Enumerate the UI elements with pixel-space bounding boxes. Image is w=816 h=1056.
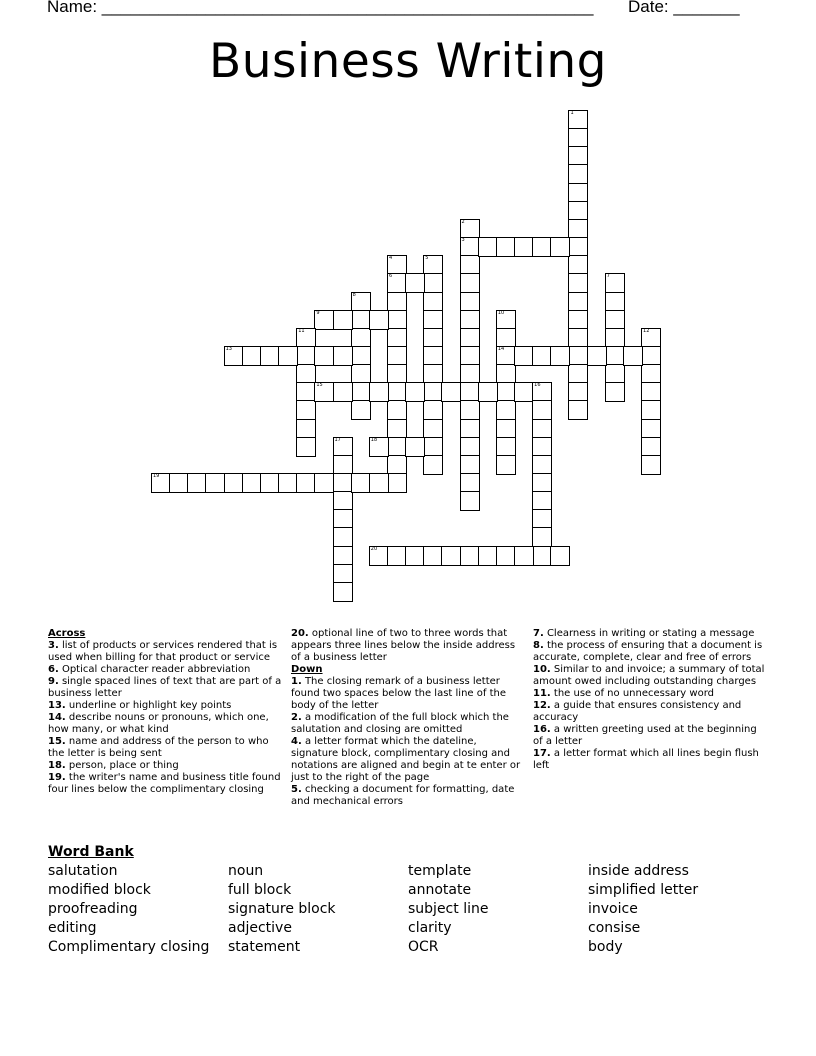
crossword-cell[interactable] bbox=[568, 273, 588, 293]
crossword-cell[interactable] bbox=[387, 273, 407, 293]
crossword-cell[interactable] bbox=[478, 382, 498, 402]
clue-text: checking a document for formatting, date and mechanical errors bbox=[291, 784, 515, 807]
crossword-cell[interactable] bbox=[605, 310, 625, 330]
crossword-cell[interactable] bbox=[333, 455, 353, 475]
crossword-cell[interactable] bbox=[387, 255, 407, 275]
crossword-cell[interactable] bbox=[405, 437, 425, 457]
crossword-cell[interactable] bbox=[496, 419, 516, 439]
clue-number: 10 bbox=[497, 309, 505, 316]
clue-text: single spaced lines of text that are part of a business letter bbox=[48, 676, 282, 699]
crossword-cell[interactable] bbox=[532, 473, 552, 493]
clue-number: 8 bbox=[352, 291, 356, 298]
clue-number-label: 6. bbox=[48, 664, 59, 675]
crossword-cell[interactable] bbox=[532, 491, 552, 511]
crossword-cell[interactable] bbox=[568, 328, 588, 348]
crossword-cell[interactable] bbox=[568, 164, 588, 184]
crossword-cell[interactable] bbox=[369, 473, 389, 493]
clue-item bbox=[48, 700, 284, 712]
clue-number-label: 9. bbox=[48, 676, 59, 687]
clue-number-label: 14. bbox=[48, 712, 66, 723]
crossword-cell[interactable] bbox=[496, 310, 516, 330]
crossword-cell[interactable] bbox=[641, 382, 661, 402]
clue-text: Similar to and invoice; a summary of total amount owed including outstanding charges bbox=[533, 664, 765, 687]
clue-number-label: 11. bbox=[533, 688, 551, 699]
crossword-cell[interactable] bbox=[387, 364, 407, 384]
word-bank-item: inside address bbox=[588, 863, 689, 879]
crossword-cell[interactable] bbox=[641, 400, 661, 420]
clue-item bbox=[48, 712, 284, 736]
crossword-cell[interactable] bbox=[387, 455, 407, 475]
word-bank-item: subject line bbox=[408, 901, 489, 917]
clues-column-3 bbox=[533, 628, 767, 772]
crossword-cell[interactable] bbox=[478, 546, 498, 566]
crossword-cell[interactable] bbox=[605, 328, 625, 348]
crossword-cell[interactable] bbox=[423, 255, 443, 275]
across-heading: Across bbox=[48, 628, 86, 639]
word-bank-column-1 bbox=[48, 862, 209, 957]
crossword-cell[interactable] bbox=[387, 400, 407, 420]
crossword-cell[interactable] bbox=[460, 419, 480, 439]
crossword-cell[interactable] bbox=[532, 527, 552, 547]
word-bank-heading: Word Bank bbox=[48, 844, 134, 860]
crossword-cell[interactable] bbox=[387, 546, 407, 566]
crossword-cell[interactable] bbox=[278, 346, 298, 366]
crossword-cell[interactable] bbox=[496, 400, 516, 420]
clue-number-label: 1. bbox=[291, 676, 302, 687]
word-bank-item: modified block bbox=[48, 882, 151, 898]
crossword-cell[interactable] bbox=[351, 328, 371, 348]
word-bank-item: statement bbox=[228, 939, 301, 955]
word-bank-column-3 bbox=[408, 862, 488, 957]
word-bank-item: editing bbox=[48, 920, 97, 936]
crossword-cell[interactable] bbox=[314, 473, 334, 493]
word-bank-item: annotate bbox=[408, 882, 472, 898]
crossword-cell[interactable] bbox=[532, 237, 552, 257]
down-clue-list-continued bbox=[533, 628, 767, 772]
clue-number: 11 bbox=[298, 327, 305, 334]
crossword-cell[interactable] bbox=[496, 346, 516, 366]
crossword-cell[interactable] bbox=[568, 146, 588, 166]
crossword-cell[interactable] bbox=[496, 382, 516, 402]
crossword-cell[interactable] bbox=[532, 346, 552, 366]
crossword-cell[interactable] bbox=[568, 219, 588, 239]
crossword-cell[interactable] bbox=[387, 328, 407, 348]
clue-number: 5 bbox=[425, 255, 429, 262]
crossword-cell[interactable] bbox=[224, 473, 244, 493]
crossword-cell[interactable] bbox=[333, 491, 353, 511]
crossword-cell[interactable] bbox=[423, 382, 443, 402]
clue-number: 1 bbox=[570, 110, 574, 116]
crossword-cell[interactable] bbox=[205, 473, 225, 493]
crossword-cell[interactable] bbox=[387, 437, 407, 457]
clue-item bbox=[533, 688, 767, 700]
crossword-cell[interactable] bbox=[568, 400, 588, 420]
crossword-cell[interactable] bbox=[333, 437, 353, 457]
crossword-cell[interactable] bbox=[460, 273, 480, 293]
word-bank-item: proofreading bbox=[48, 901, 138, 917]
date-field-label[interactable]: Date: _______ bbox=[628, 0, 740, 16]
crossword-cell[interactable] bbox=[641, 455, 661, 475]
crossword-cell[interactable] bbox=[550, 546, 570, 566]
clue-item bbox=[48, 736, 284, 760]
crossword-cell[interactable] bbox=[441, 546, 461, 566]
clue-item bbox=[533, 640, 767, 664]
crossword-cell[interactable] bbox=[333, 546, 353, 566]
crossword-cell[interactable] bbox=[496, 546, 516, 566]
crossword-cell[interactable] bbox=[423, 455, 443, 475]
crossword-cell[interactable] bbox=[568, 183, 588, 203]
crossword-cell[interactable] bbox=[568, 292, 588, 312]
clue-text: the writer's name and business title found four lines below the complimentary closing bbox=[48, 772, 281, 795]
crossword-cell[interactable] bbox=[532, 509, 552, 529]
word-bank-item: salutation bbox=[48, 863, 118, 879]
crossword-cell[interactable] bbox=[387, 346, 407, 366]
crossword-cell[interactable] bbox=[405, 382, 425, 402]
crossword-cell[interactable] bbox=[605, 273, 625, 293]
crossword-cell[interactable] bbox=[369, 382, 389, 402]
clue-text: The closing remark of a business letter found two spaces below the last line of the body of the letter bbox=[291, 676, 506, 711]
word-bank-item: Complimentary closing bbox=[48, 939, 210, 955]
crossword-cell[interactable] bbox=[405, 273, 425, 293]
clue-number: 12 bbox=[643, 327, 650, 334]
crossword-cell[interactable] bbox=[568, 255, 588, 275]
word-bank-item: noun bbox=[228, 863, 264, 879]
crossword-cell[interactable] bbox=[460, 546, 480, 566]
clue-text: describe nouns or pronouns, which one, how many, or what kind bbox=[48, 712, 269, 735]
clue-item bbox=[533, 724, 767, 748]
crossword-cell[interactable] bbox=[605, 364, 625, 384]
crossword-cell[interactable] bbox=[314, 310, 334, 330]
crossword-cell[interactable] bbox=[460, 382, 480, 402]
crossword-cell[interactable] bbox=[478, 237, 498, 257]
crossword-cell[interactable] bbox=[224, 346, 244, 366]
crossword-cell[interactable] bbox=[242, 346, 262, 366]
crossword-cell[interactable] bbox=[423, 346, 443, 366]
crossword-cell[interactable] bbox=[369, 546, 389, 566]
crossword-cell[interactable] bbox=[387, 310, 407, 330]
crossword-cell[interactable] bbox=[460, 400, 480, 420]
crossword-cell[interactable] bbox=[296, 346, 316, 366]
clue-number: 7 bbox=[606, 273, 610, 280]
clue-number: 20 bbox=[370, 545, 378, 552]
word-bank-item: consise bbox=[588, 920, 641, 936]
crossword-cell[interactable] bbox=[351, 473, 371, 493]
crossword-cell[interactable] bbox=[605, 292, 625, 312]
clue-number: 3 bbox=[461, 237, 465, 244]
crossword-cell[interactable] bbox=[387, 419, 407, 439]
clue-item bbox=[48, 676, 284, 700]
crossword-cell[interactable] bbox=[532, 455, 552, 475]
crossword-cell[interactable] bbox=[333, 310, 353, 330]
clue-number: 18 bbox=[370, 436, 378, 443]
clue-text: a letter format which the dateline, signature block, complimentary closing and notations are aligned and begin at te enter or just to the right of the page bbox=[291, 736, 521, 783]
clue-item bbox=[291, 736, 525, 784]
crossword-cell[interactable] bbox=[169, 473, 189, 493]
clue-text: a written greeting used at the beginning of a letter bbox=[533, 724, 757, 747]
crossword-cell[interactable] bbox=[423, 273, 443, 293]
crossword-cell[interactable] bbox=[423, 419, 443, 439]
crossword-cell[interactable] bbox=[296, 328, 316, 348]
crossword-cell[interactable] bbox=[333, 346, 353, 366]
crossword-cell[interactable] bbox=[369, 437, 389, 457]
crossword-cell[interactable] bbox=[351, 382, 371, 402]
crossword-cell[interactable] bbox=[514, 237, 534, 257]
crossword-cell[interactable] bbox=[423, 400, 443, 420]
crossword-cell[interactable] bbox=[568, 237, 588, 257]
crossword-cell[interactable] bbox=[605, 382, 625, 402]
clue-number-label: 7. bbox=[533, 628, 544, 639]
crossword-cell[interactable] bbox=[568, 346, 588, 366]
clue-text: a letter format which all lines begin flush left bbox=[533, 748, 759, 771]
crossword-cell[interactable] bbox=[333, 564, 353, 584]
crossword-cell[interactable] bbox=[351, 310, 371, 330]
crossword-cell[interactable] bbox=[423, 437, 443, 457]
crossword-cell[interactable] bbox=[532, 419, 552, 439]
clue-text: optional line of two to three words that appears three lines below the inside address of a business letter bbox=[291, 628, 516, 663]
crossword-cell[interactable] bbox=[387, 292, 407, 312]
crossword-cell[interactable] bbox=[242, 473, 262, 493]
crossword-cell[interactable] bbox=[514, 546, 534, 566]
crossword-cell[interactable] bbox=[532, 437, 552, 457]
crossword-cell[interactable] bbox=[387, 473, 407, 493]
crossword-cell[interactable] bbox=[423, 364, 443, 384]
clue-item bbox=[291, 628, 525, 664]
crossword-cell[interactable] bbox=[641, 437, 661, 457]
clue-number: 14 bbox=[497, 345, 505, 352]
crossword-cell[interactable] bbox=[423, 328, 443, 348]
clue-text: a modification of the full block which the salutation and closing are omitted bbox=[291, 712, 509, 735]
crossword-cell[interactable] bbox=[550, 237, 570, 257]
word-bank-item: invoice bbox=[588, 901, 638, 917]
word-bank-column-4 bbox=[588, 862, 698, 957]
clue-item bbox=[533, 628, 767, 640]
clue-item bbox=[48, 640, 284, 664]
crossword-cell[interactable] bbox=[496, 437, 516, 457]
crossword-cell[interactable] bbox=[441, 382, 461, 402]
clue-number: 6 bbox=[388, 273, 393, 280]
crossword-cell[interactable] bbox=[550, 346, 570, 366]
word-bank-column-2 bbox=[228, 862, 336, 957]
crossword-cell[interactable] bbox=[423, 292, 443, 312]
word-bank-item: simplified letter bbox=[588, 882, 699, 898]
clue-text: Optical character reader abbreviation bbox=[58, 664, 251, 675]
crossword-cell[interactable] bbox=[351, 364, 371, 384]
crossword-cell[interactable] bbox=[460, 292, 480, 312]
crossword-cell[interactable] bbox=[514, 382, 534, 402]
crossword-cell[interactable] bbox=[333, 473, 353, 493]
clue-item bbox=[48, 664, 284, 676]
clues-column-2 bbox=[291, 628, 525, 808]
clue-number-label: 3. bbox=[48, 640, 59, 651]
crossword-cell[interactable] bbox=[532, 400, 552, 420]
crossword-cell[interactable] bbox=[460, 346, 480, 366]
clues-column-1 bbox=[48, 628, 284, 796]
crossword-cell[interactable] bbox=[260, 473, 280, 493]
crossword-cell[interactable] bbox=[333, 527, 353, 547]
crossword-cell[interactable] bbox=[496, 237, 516, 257]
clue-item bbox=[291, 712, 525, 736]
crossword-cell[interactable] bbox=[568, 364, 588, 384]
clue-number-label: 12. bbox=[533, 700, 551, 711]
crossword-cell[interactable] bbox=[568, 201, 588, 221]
crossword-cell[interactable] bbox=[296, 419, 316, 439]
crossword-cell[interactable] bbox=[568, 128, 588, 148]
word-bank-item: template bbox=[408, 863, 472, 879]
clue-number-label: 13. bbox=[48, 700, 66, 711]
crossword-cell[interactable] bbox=[496, 328, 516, 348]
clue-item bbox=[533, 664, 767, 688]
crossword-cell[interactable] bbox=[496, 455, 516, 475]
clue-text: the process of ensuring that a document is accurate, complete, clear and free of errors bbox=[533, 640, 763, 663]
clue-number: 4 bbox=[388, 255, 393, 262]
crossword-cell[interactable] bbox=[333, 582, 353, 602]
crossword-cell[interactable] bbox=[568, 310, 588, 330]
crossword-cell[interactable] bbox=[314, 382, 334, 402]
clue-item bbox=[48, 760, 284, 772]
crossword-cell[interactable] bbox=[296, 382, 316, 402]
crossword-cell[interactable] bbox=[260, 346, 280, 366]
crossword-cell[interactable] bbox=[296, 364, 316, 384]
clue-number: 13 bbox=[225, 345, 232, 352]
crossword-cell[interactable] bbox=[314, 346, 334, 366]
crossword-cell[interactable] bbox=[351, 400, 371, 420]
clue-number-label: 10. bbox=[533, 664, 551, 675]
clue-number-label: 16. bbox=[533, 724, 551, 735]
name-field-label[interactable]: Name: ____________________________________________________ bbox=[47, 0, 594, 16]
crossword-cell[interactable] bbox=[641, 419, 661, 439]
word-bank-item: adjective bbox=[228, 920, 292, 936]
crossword-cell[interactable] bbox=[296, 437, 316, 457]
word-bank-item: OCR bbox=[408, 939, 439, 955]
crossword-cell[interactable] bbox=[460, 437, 480, 457]
clue-number: 17 bbox=[334, 436, 341, 443]
clue-number: 16 bbox=[534, 382, 541, 389]
crossword-cell[interactable] bbox=[423, 310, 443, 330]
crossword-cell[interactable] bbox=[460, 473, 480, 493]
clue-item bbox=[291, 676, 525, 712]
crossword-cell[interactable] bbox=[296, 400, 316, 420]
crossword-cell[interactable] bbox=[460, 310, 480, 330]
crossword-cell[interactable] bbox=[514, 346, 534, 366]
clue-text: person, place or thing bbox=[65, 760, 179, 771]
crossword-cell[interactable] bbox=[423, 546, 443, 566]
clue-number: 9 bbox=[316, 309, 320, 316]
clue-number: 2 bbox=[461, 218, 465, 225]
crossword-cell[interactable] bbox=[532, 382, 552, 402]
crossword-cell[interactable] bbox=[333, 382, 353, 402]
across-clue-list-continued bbox=[291, 628, 525, 664]
crossword-cell[interactable] bbox=[460, 237, 480, 257]
clue-text: the use of no unnecessary word bbox=[550, 688, 714, 699]
clue-number-label: 4. bbox=[291, 736, 302, 747]
crossword-cell[interactable] bbox=[532, 546, 552, 566]
clue-number-label: 2. bbox=[291, 712, 302, 723]
clue-text: underline or highlight key points bbox=[65, 700, 232, 711]
crossword-cell[interactable] bbox=[496, 364, 516, 384]
crossword-cell[interactable] bbox=[151, 473, 171, 493]
down-heading: Down bbox=[291, 664, 323, 675]
crossword-cell[interactable] bbox=[623, 346, 643, 366]
clue-number-label: 17. bbox=[533, 748, 551, 759]
clue-item bbox=[533, 700, 767, 724]
clue-number-label: 5. bbox=[291, 784, 302, 795]
crossword-cell[interactable] bbox=[369, 310, 389, 330]
clue-text: Clearness in writing or stating a message bbox=[543, 628, 755, 639]
down-clue-list bbox=[291, 676, 525, 808]
clue-number-label: 8. bbox=[533, 640, 544, 651]
crossword-cell[interactable] bbox=[460, 219, 480, 239]
crossword-cell[interactable] bbox=[351, 292, 371, 312]
crossword-cell[interactable] bbox=[278, 473, 298, 493]
crossword-cell[interactable] bbox=[641, 346, 661, 366]
clue-number: 19 bbox=[153, 473, 160, 479]
crossword-cell[interactable] bbox=[460, 455, 480, 475]
crossword-cell[interactable] bbox=[351, 346, 371, 366]
across-clue-list bbox=[48, 640, 284, 796]
clue-number-label: 15. bbox=[48, 736, 66, 747]
crossword-cell[interactable] bbox=[460, 491, 480, 511]
word-bank-item: signature block bbox=[228, 901, 336, 917]
clue-item bbox=[533, 748, 767, 772]
word-bank-item: full block bbox=[228, 882, 292, 898]
page-title: Business Writing bbox=[208, 34, 608, 89]
crossword-cell[interactable] bbox=[333, 509, 353, 529]
clue-number-label: 18. bbox=[48, 760, 66, 771]
clue-text: name and address of the person to who the letter is being sent bbox=[48, 736, 269, 759]
clue-text: a guide that ensures consistency and accuracy bbox=[533, 700, 742, 723]
clue-number-label: 19. bbox=[48, 772, 66, 783]
clue-number: 15 bbox=[316, 382, 323, 389]
crossword-cell[interactable] bbox=[405, 546, 425, 566]
crossword-cell[interactable] bbox=[605, 346, 625, 366]
crossword-cell[interactable] bbox=[460, 255, 480, 275]
crossword-cell[interactable] bbox=[187, 473, 207, 493]
crossword-cell[interactable] bbox=[641, 328, 661, 348]
clue-text: list of products or services rendered that is used when billing for that product or service bbox=[48, 640, 278, 663]
crossword-cell[interactable] bbox=[641, 364, 661, 384]
crossword-cell[interactable] bbox=[568, 110, 588, 130]
crossword-cell[interactable] bbox=[568, 382, 588, 402]
clue-item bbox=[291, 784, 525, 808]
word-bank-item: body bbox=[588, 939, 623, 955]
crossword-cell[interactable] bbox=[460, 364, 480, 384]
clue-number-label: 20. bbox=[291, 628, 309, 639]
crossword-cell[interactable] bbox=[296, 473, 316, 493]
crossword-cell[interactable] bbox=[387, 382, 407, 402]
word-bank-item: clarity bbox=[408, 920, 452, 936]
crossword-cell[interactable] bbox=[587, 346, 607, 366]
crossword-cell[interactable] bbox=[460, 328, 480, 348]
clue-item bbox=[48, 772, 284, 796]
